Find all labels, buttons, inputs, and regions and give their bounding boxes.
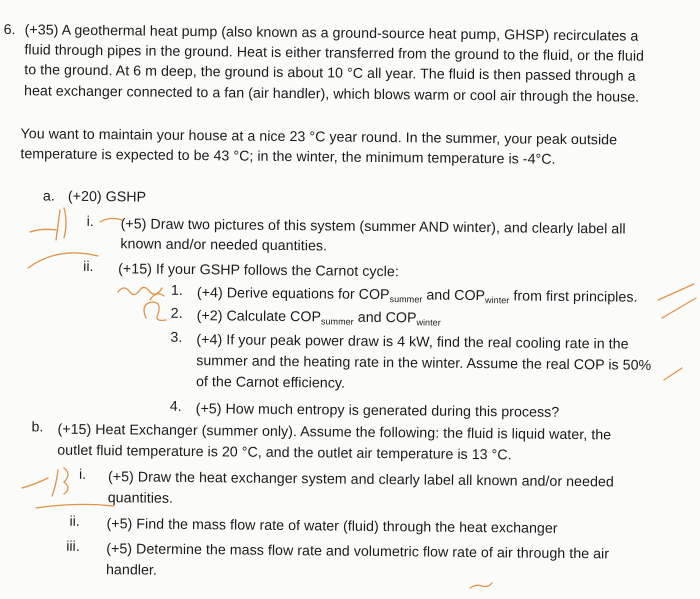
- intro-line-2: fluid through pipes in the ground. Heat is either transferred from the ground to the fluid, or the fluid: [24, 42, 645, 65]
- part-b-i-line-1: (+5) Draw the heat exchanger system and clearly label all known and/or needed: [107, 469, 614, 491]
- part-a-marker: a.: [42, 188, 55, 205]
- part-b-i-marker: i.: [78, 466, 87, 483]
- sub-3-line-2: summer and the heating rate in the winter. Assume the real COP is 50%: [196, 353, 652, 374]
- sub-3-line-1: (+4) If your peak power draw is 4 kW, find the real cooling rate in the: [196, 332, 629, 353]
- intro-line-3: to the ground. At 6 m deep, the ground is about 10 °C all year. The fluid is then passed through a: [24, 62, 636, 85]
- part-a-i-line-1: (+5) Draw two pictures of this system (summer AND winter), and clearly label all: [120, 216, 626, 238]
- para2-line-2: temperature is expected to be 43 °C; in the winter, the minimum temperature is -4°C.: [20, 146, 556, 168]
- sub-3-marker: 3.: [170, 329, 183, 346]
- sub-4-line-1: (+5) How much entropy is generated during this process?: [195, 401, 560, 421]
- intro-line-1: (+35) A geothermal heat pump (also known as a ground-source heat pump, GHSP) recirculates a: [24, 22, 639, 45]
- sub-2-marker: 2.: [170, 305, 183, 322]
- sub-3-line-3: of the Carnot efficiency.: [195, 374, 346, 392]
- para2-line-1: You want to maintain your house at a nice 23 °C year round. In the summer, your peak outside: [20, 126, 618, 149]
- part-b-marker: b.: [31, 419, 44, 436]
- part-a-ii-line-1: (+15) If your GSHP follows the Carnot cycle:: [118, 261, 399, 281]
- sub-2-text: (+2) Calculate $COP_{summer}$ and $COP_{winter}$: [196, 308, 441, 328]
- part-b-iii-line-2: handler.: [105, 562, 158, 579]
- part-b-ii-marker: ii.: [69, 513, 80, 530]
- sub-1-text: (+4) Derive equations for $COP_{summer}$ and $COP_{winter}$ from first principles.: [196, 285, 638, 306]
- part-a-title: (+20) GSHP: [67, 188, 147, 206]
- sub-4-marker: 4.: [169, 398, 182, 415]
- part-a-i-marker: i.: [86, 213, 94, 230]
- part-b-line-1: (+15) Heat Exchanger (summer only). Assume the following: the fluid is liquid water, the: [57, 421, 612, 444]
- part-b-iii-line-1: (+5) Determine the mass flow rate and volumetric flow rate of air through the air: [106, 541, 610, 563]
- part-b-iii-marker: iii.: [66, 538, 80, 555]
- part-a-i-line-2: known and/or needed quantities.: [120, 236, 328, 255]
- intro-line-4: heat exchanger connected to a fan (air handler), which blows warm or cool air through the house.: [23, 83, 640, 106]
- part-a-ii-marker: ii.: [83, 258, 94, 275]
- part-b-ii-line-1: (+5) Find the mass flow rate of water (fluid) through the heat exchanger: [106, 516, 558, 537]
- problem-number: 6.: [3, 22, 16, 39]
- part-b-line-2: outlet fluid temperature is 20 °C, and the outlet air temperature is 13 °C.: [57, 442, 512, 464]
- sub-1-marker: 1.: [170, 282, 183, 299]
- part-b-i-line-2: quantities.: [107, 490, 174, 507]
